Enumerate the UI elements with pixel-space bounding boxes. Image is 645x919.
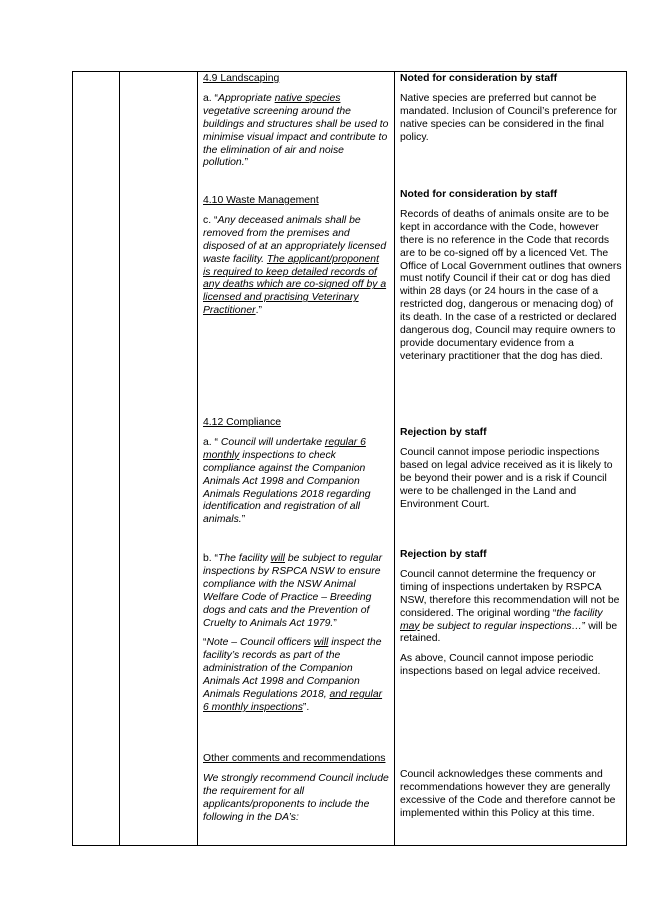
compliance-note: “Note – Council officers will inspect the facility’s records as part of the administration of the Companion Animals Act 1998 and Companion Animals Regulations 2018, and regular 6 monthly inspections”. — [203, 637, 383, 713]
compliance-submission-b — [203, 553, 389, 715]
other-staff-text: Council acknowledges these comments and recommendations however they are generally excessive of the Code and therefore cannot be implemented within this Policy at this time. — [400, 769, 616, 819]
compliance-response-b — [400, 549, 622, 679]
other-heading: Other comments and recommendations — [203, 753, 386, 764]
waste-response — [400, 189, 622, 364]
waste-staff-text: Records of deaths of animals onsite are to be kept in accordance with the Code, however there is no reference in the Code that records are to be co-signed off by a licenced Vet. The Office of Local Government outlines that owners must notify Council if their cat or dog has died within 28 days (or 24 hours in the case of a restricted dog, dangerous or menacing dog) of its death. In the case of a restricted or declared dangerous dog, Council may require owners to provide documentary evidence from a veterinary practitioner that the dog has died. — [400, 208, 622, 362]
compliance-heading: 4.12 Compliance — [203, 417, 281, 428]
other-response — [400, 769, 622, 821]
compliance-staff-b-text: Council cannot determine the frequency or timing of inspections undertaken by RSPCA NSW, therefore this recommendation will not be considered. The original wording “the facility may be subject to regular inspections…” will be retained. — [400, 568, 620, 645]
landscaping-heading: 4.9 Landscaping — [203, 73, 280, 84]
waste-heading: 4.10 Waste Management — [203, 195, 319, 206]
compliance-staff-a-text: Council cannot impose periodic inspections based on legal advice received as it is likely to be beyond their power and is a risk if Council were to be challenged in the Land and Environment Court. — [400, 446, 613, 510]
waste-submission — [203, 195, 389, 318]
compliance-submission-a — [203, 417, 389, 527]
landscaping-staff-heading: Noted for consideration by staff — [400, 73, 558, 84]
compliance-staff-b-text2: As above, Council cannot impose periodic inspections based on legal advice received. — [400, 653, 601, 678]
compliance-staff-a-heading: Rejection by staff — [400, 427, 487, 438]
table-divider-1 — [119, 71, 120, 845]
compliance-staff-b-heading: Rejection by staff — [400, 549, 487, 560]
table-divider-3 — [394, 71, 395, 845]
landscaping-item-a: a. “Appropriate native species vegetative screening around the buildings and structures shall be used to minimise visual impact and contribute to the elimination of air and noise pollution.” — [203, 92, 389, 169]
waste-item-c: c. “Any deceased animals shall be removed from the premises and disposed of at an appropriately licensed waste facility. The applicant/proponent is required to keep detailed records of any deaths which are co-signed off by a licensed and practising Veterinary Practitioner.” — [203, 214, 387, 317]
landscaping-response — [400, 73, 622, 145]
table-border-top — [72, 71, 627, 72]
table-divider-2 — [197, 71, 198, 845]
table-border-right — [626, 71, 627, 845]
compliance-item-b: b. “The facility will be subject to regular inspections by RSPCA NSW to ensure compliance with the NSW Animal Welfare Code of Practice – Breeding dogs and cats and the Prevention of Cruelty to Animals Act 1979.” — [203, 553, 383, 629]
other-text: We strongly recommend Council include the requirement for all applicants/proponents to include the following in the DA’s: — [203, 772, 389, 823]
other-submission — [203, 753, 389, 825]
waste-staff-heading: Noted for consideration by staff — [400, 189, 558, 200]
landscaping-submission — [203, 73, 389, 170]
compliance-response-a — [400, 427, 622, 511]
compliance-item-a: a. “ Council will undertake regular 6 monthly inspections to check compliance against the Companion Animals Act 1998 and Companion Animals Regulations 2018 regarding identification and registration of all animals.” — [203, 436, 371, 526]
table-border-bottom — [72, 845, 627, 846]
landscaping-staff-text: Native species are preferred but cannot be mandated. Inclusion of Council’s preference for native species can be considered in the final policy. — [400, 92, 617, 143]
table-border-left — [72, 71, 73, 845]
